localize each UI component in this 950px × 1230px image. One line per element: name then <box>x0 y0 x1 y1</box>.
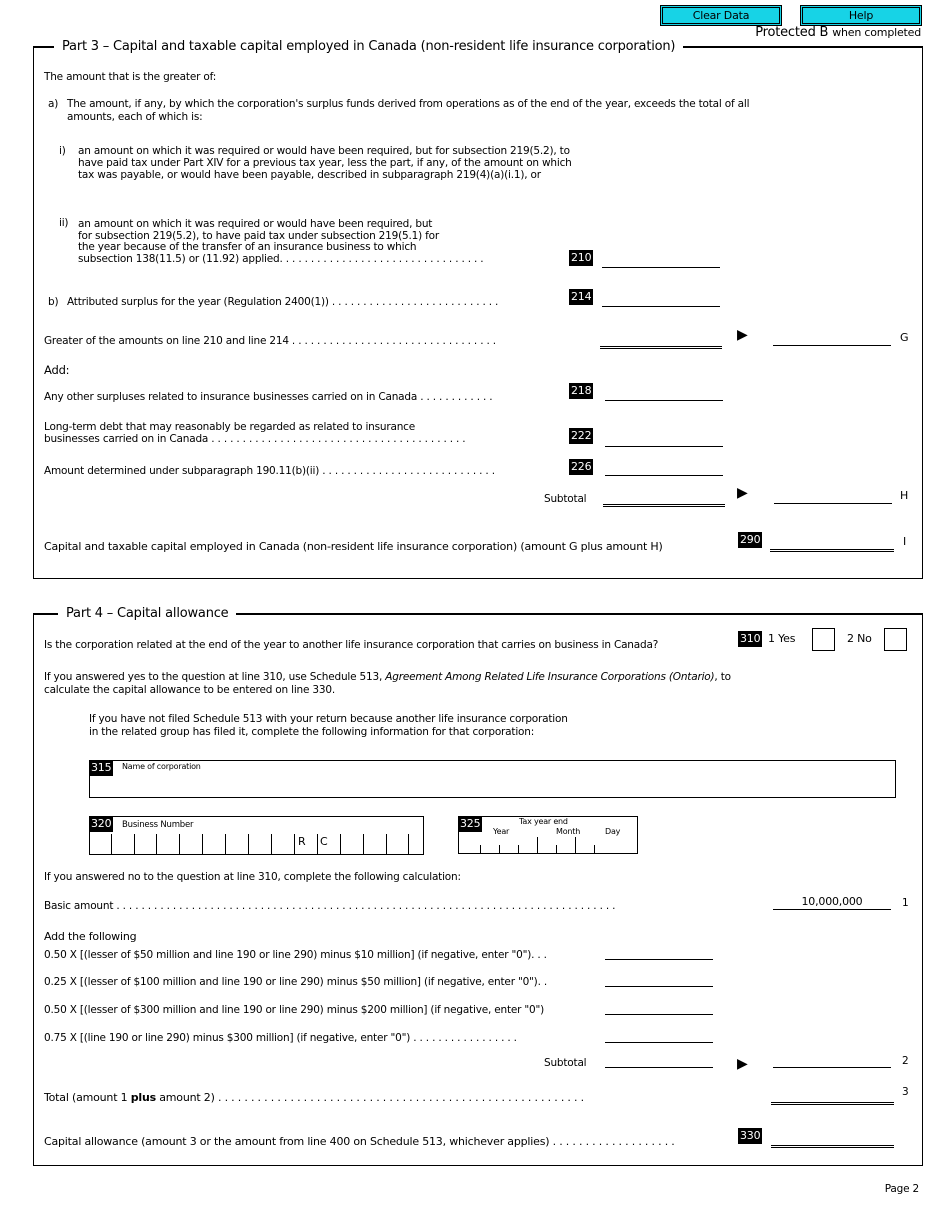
line-code-218: 218 <box>571 384 592 397</box>
item-b-marker: b) <box>48 296 59 308</box>
page-number: Page 2 <box>884 1183 919 1195</box>
letter-h: H <box>900 489 909 502</box>
line-code-290: 290 <box>740 533 761 546</box>
question-310: Is the corporation related at the end of the year to another life insurance corporation that carries on business in Canada? <box>44 639 659 651</box>
amount-h-input[interactable] <box>774 489 892 504</box>
protected-suffix: when completed <box>832 26 921 39</box>
calc-line: 0.75 X [(line 190 or line 290) minus $300 million] (if negative, enter "0") . . . . . . . . . . . . . . . . . <box>44 1032 517 1044</box>
line-210-input[interactable] <box>602 253 720 268</box>
name-label: Name of corporation <box>122 762 201 771</box>
yes-text: , to <box>714 671 731 683</box>
schedule-513-title: Agreement Among Related Life Insurance Corporations (Ontario) <box>385 671 715 683</box>
line-code-325: 325 <box>460 817 481 830</box>
line-code-320: 320 <box>91 817 112 830</box>
calc-line: 0.50 X [(lesser of $300 million and line 190 or line 290) minus $200 million] (if negative, enter "0") <box>44 1004 545 1016</box>
line-222-label <box>44 421 465 445</box>
item-ii-line: subsection 138(11.5) or (11.92) applied. . . . . . . . . . . . . . . . . . . . . . . . . . . . . . . . . <box>78 252 484 265</box>
line-226-label: Amount determined under subparagraph 190.11(b)(ii) . . . . . . . . . . . . . . . . . . . . . . . . . . . . <box>44 465 495 477</box>
line-code-222: 222 <box>571 429 592 442</box>
cell-divider <box>179 834 180 854</box>
yes-label: 1 Yes <box>768 632 796 645</box>
cell-divider <box>111 834 112 854</box>
line-330-input[interactable] <box>771 1131 894 1148</box>
item-a-text <box>67 98 749 124</box>
not-filed-text: in the related group has filed it, complete the following information for that corporation: <box>89 726 535 738</box>
amount-number-3: 3 <box>902 1086 909 1098</box>
line-code-210: 210 <box>571 251 592 264</box>
item-ii-line: the year because of the transfer of an insurance business to which <box>78 241 417 253</box>
line-222-text: Long-term debt that may reasonably be regarded as related to insurance <box>44 421 415 433</box>
total-text: Total (amount 1 <box>44 1091 131 1104</box>
cell-divider <box>499 845 500 853</box>
line-222-input[interactable] <box>605 432 723 447</box>
protected-text: Protected B <box>755 25 829 40</box>
calc-input[interactable] <box>605 1028 713 1043</box>
cell-divider <box>317 834 318 854</box>
calc-input[interactable] <box>605 945 713 960</box>
calc-line: 0.50 X [(lesser of $50 million and line 190 or line 290) minus $10 million] (if negative, enter "0"). . . <box>44 949 547 961</box>
arrow-right-icon: ▶ <box>737 327 748 343</box>
subtotal-label: Subtotal <box>544 1057 587 1069</box>
item-a-line: The amount, if any, by which the corporation's surplus funds derived from operations as of the end of the year, exceeds the total of all <box>67 98 750 110</box>
line-code-226: 226 <box>571 460 592 473</box>
total-label <box>44 1091 584 1104</box>
amount-number-1: 1 <box>902 897 909 909</box>
part3-intro: The amount that is the greater of: <box>44 71 217 83</box>
help-button[interactable]: Help <box>800 5 922 26</box>
line-code-330: 330 <box>740 1129 761 1142</box>
year-label: Year <box>493 827 510 836</box>
line-214-input[interactable] <box>602 292 720 307</box>
cell-divider <box>340 834 341 854</box>
calc-input[interactable] <box>605 972 713 987</box>
item-ii-line: for subsection 219(5.2), to have paid tax under subsection 219(5.1) for <box>78 229 439 242</box>
part3-title: Part 3 – Capital and taxable capital employed in Canada (non-resident life insurance corporation) <box>54 39 683 54</box>
yes-checkbox[interactable] <box>812 628 835 651</box>
capital-allowance-label: Capital allowance (amount 3 or the amount from line 400 on Schedule 513, whichever applies) . . . . . . . . . . . . . . . . . . . <box>44 1135 675 1148</box>
item-ii-marker: ii) <box>59 217 69 229</box>
name-of-corporation-field[interactable] <box>89 760 896 798</box>
cell-divider <box>537 837 538 853</box>
tax-year-end-label: Tax year end <box>519 817 568 826</box>
subtotal-amount <box>603 490 725 507</box>
no-label: 2 No <box>847 632 872 645</box>
yes-instructions <box>44 671 731 697</box>
arrow-right-icon: ▶ <box>737 1056 748 1072</box>
cell-divider <box>386 834 387 854</box>
clear-data-button[interactable]: Clear Data <box>660 5 782 26</box>
line-226-input[interactable] <box>605 461 723 476</box>
item-i-line: have paid tax under Part XIV for a previous tax year, less the part, if any, of the amount on which <box>78 157 572 169</box>
line-222-text: businesses carried on in Canada . . . . . . . . . . . . . . . . . . . . . . . . . . . . . . . . . . . . . . . . . <box>44 433 466 445</box>
total-bold: plus <box>130 1091 156 1104</box>
total-text: amount 2) . . . . . . . . . . . . . . . . . . . . . . . . . . . . . . . . . . . . . . . . . . . . . . . . . . . . . . . . <box>155 1091 584 1104</box>
line-290-input[interactable] <box>770 535 894 552</box>
arrow-right-icon: ▶ <box>737 485 748 501</box>
item-i-marker: i) <box>59 145 66 157</box>
basic-amount-label: Basic amount . . . . . . . . . . . . . . . . . . . . . . . . . . . . . . . . . . . . . . . . . . . . . . . . . . . . . . . . . . . . . . . . . . . . . . . . . . . . . . . . <box>44 900 616 912</box>
cell-divider <box>294 834 295 854</box>
amount-g-input[interactable] <box>773 331 891 346</box>
line-code-214: 214 <box>571 290 592 303</box>
not-filed-instructions <box>89 713 568 739</box>
amount-3-input[interactable] <box>771 1088 894 1105</box>
no-instructions: If you answered no to the question at line 310, complete the following calculation: <box>44 871 461 883</box>
item-a-marker: a) <box>48 98 59 110</box>
letter-i: I <box>903 535 907 548</box>
greater-total <box>600 332 722 349</box>
no-checkbox[interactable] <box>884 628 907 651</box>
cell-divider <box>575 837 576 853</box>
subtotal-label: Subtotal <box>544 493 587 505</box>
cell-divider <box>556 845 557 853</box>
line-218-input[interactable] <box>605 386 723 401</box>
add-label: Add: <box>44 363 70 377</box>
item-i-line: tax was payable, or would have been payable, described in subparagraph 219(4)(a)(i.1), or <box>78 169 541 181</box>
day-label: Day <box>605 827 621 836</box>
item-i-text <box>78 145 572 181</box>
cell-divider <box>271 834 272 854</box>
month-label: Month <box>556 827 581 836</box>
cell-divider <box>594 845 595 853</box>
line-code-315: 315 <box>91 761 112 774</box>
cell-divider <box>363 834 364 854</box>
yes-text: If you answered yes to the question at line 310, use Schedule 513, <box>44 671 386 683</box>
amount-2-input[interactable] <box>773 1053 891 1068</box>
line-code-310: 310 <box>740 632 761 645</box>
basic-amount-value: 10,000,000 <box>773 895 891 910</box>
greater-label: Greater of the amounts on line 210 and line 214 . . . . . . . . . . . . . . . . . . . . . . . . . . . . . . . . . <box>44 335 496 347</box>
calc-line: 0.25 X [(lesser of $100 million and line 190 or line 290) minus $50 million] (if negative, enter "0"). . <box>44 976 547 988</box>
add-following-label: Add the following <box>44 930 137 943</box>
cell-divider <box>134 834 135 854</box>
cell-divider <box>225 834 226 854</box>
protected-label <box>755 25 921 40</box>
calc-input[interactable] <box>605 1000 713 1015</box>
bn-r: R <box>298 835 306 848</box>
line-218-label: Any other surpluses related to insurance businesses carried on in Canada . . . . . . . . . . . . <box>44 391 493 403</box>
yes-text: calculate the capital allowance to be entered on line 330. <box>44 684 335 696</box>
bn-label: Business Number <box>122 820 194 830</box>
not-filed-text: If you have not filed Schedule 513 with your return because another life insurance corporation <box>89 713 568 725</box>
amount-number-2: 2 <box>902 1055 909 1067</box>
tax-year-end-field[interactable] <box>458 816 638 854</box>
bn-c: C <box>320 835 328 848</box>
item-a-line: amounts, each of which is: <box>67 111 203 123</box>
part4-title: Part 4 – Capital allowance <box>58 606 236 621</box>
cell-divider <box>202 834 203 854</box>
item-i-line: an amount on which it was required or would have been required, but for subsection 219(5.2), to <box>78 145 570 157</box>
cell-divider <box>480 845 481 853</box>
item-ii-line: an amount on which it was required or would have been required, but <box>78 218 433 230</box>
cell-divider <box>156 834 157 854</box>
line-290-label: Capital and taxable capital employed in Canada (non-resident life insurance corporation) (amount G plus amount H) <box>44 540 663 553</box>
cell-divider <box>408 834 409 854</box>
letter-g: G <box>900 331 909 344</box>
subtotal-amount <box>605 1053 713 1068</box>
item-ii-text <box>78 219 483 265</box>
line-214-label: Attributed surplus for the year (Regulation 2400(1)) . . . . . . . . . . . . . . . . . . . . . . . . . . . <box>67 296 499 308</box>
cell-divider <box>248 834 249 854</box>
cell-divider <box>518 845 519 853</box>
business-number-field[interactable] <box>89 816 424 855</box>
